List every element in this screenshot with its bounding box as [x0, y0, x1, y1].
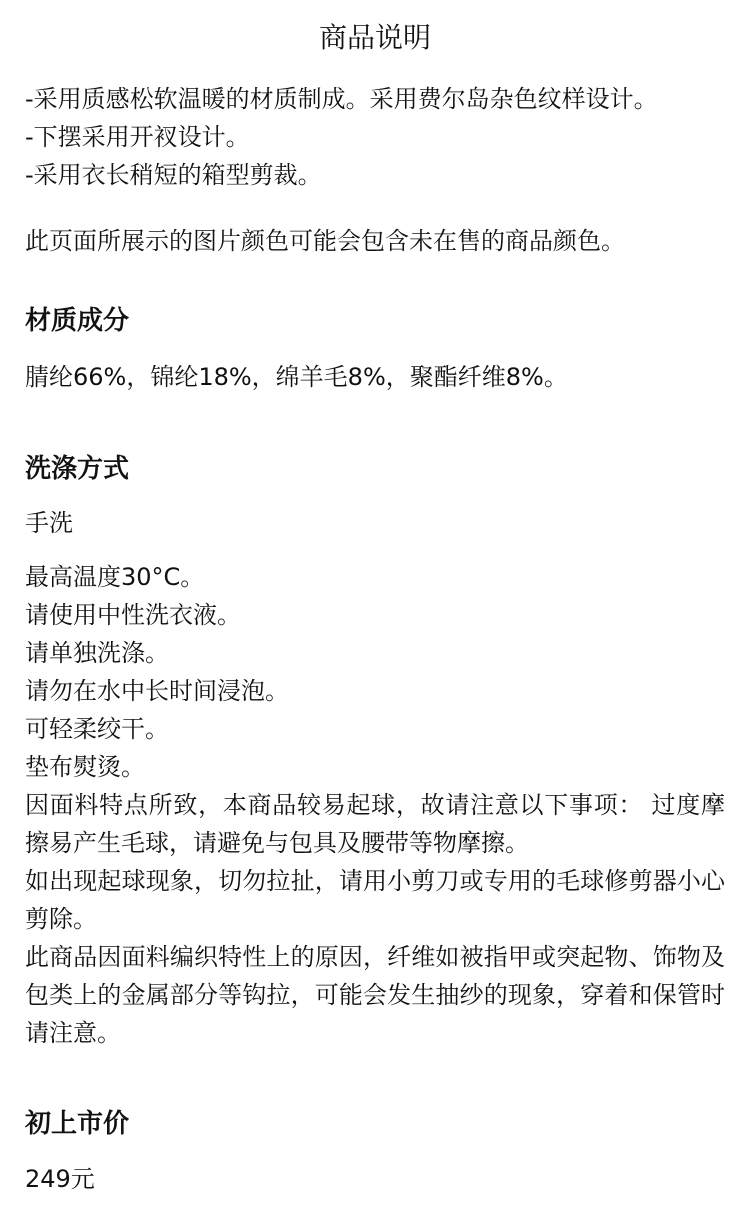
color-note: 此页面所展示的图片颜色可能会包含未在售的商品颜色。 [25, 227, 625, 255]
feature-item: -下摆采用开衩设计。 [25, 123, 250, 151]
pilling-note: 因面料特点所致，本商品较易起球，故请注意以下事项： 过度摩擦易产生毛球，请避免与包具及腰带等物摩擦。 [25, 791, 725, 857]
care-instruction-item: 垫布熨烫。 [25, 753, 145, 781]
price-value: 249元 [25, 1165, 95, 1193]
care-instruction-item: 请使用中性洗衣液。 [25, 601, 241, 629]
feature-list [25, 80, 725, 194]
snag-note: 此商品因面料编织特性上的原因，纤维如被指甲或突起物、饰物及包类上的金属部分等钩拉，可能会发生抽纱的现象，穿着和保管时请注意。 [25, 943, 725, 1047]
pilling-remedy: 如出现起球现象，切勿拉扯，请用小剪刀或专用的毛球修剪器小心剪除。 [25, 867, 725, 933]
care-instruction-item: 请勿在水中长时间浸泡。 [25, 677, 289, 705]
feature-item: -采用衣长稍短的箱型剪裁。 [25, 161, 322, 189]
price-heading: 初上市价 [25, 1109, 130, 1139]
feature-item: -采用质感松软温暖的材质制成。采用费尔岛杂色纹样设计。 [25, 85, 658, 113]
page-title: 商品说明 [318, 21, 431, 54]
washing-heading: 洗涤方式 [25, 454, 130, 484]
care-instructions [25, 558, 725, 1052]
care-instruction-item: 最高温度30°C。 [25, 563, 205, 591]
material-heading: 材质成分 [25, 306, 130, 336]
material-composition: 腈纶66%，锦纶18%，绵羊毛8%，聚酯纤维8%。 [25, 363, 568, 391]
washing-method: 手洗 [25, 509, 73, 537]
care-instruction-item: 请单独洗涤。 [25, 639, 169, 667]
care-instruction-item: 可轻柔绞干。 [25, 715, 169, 743]
